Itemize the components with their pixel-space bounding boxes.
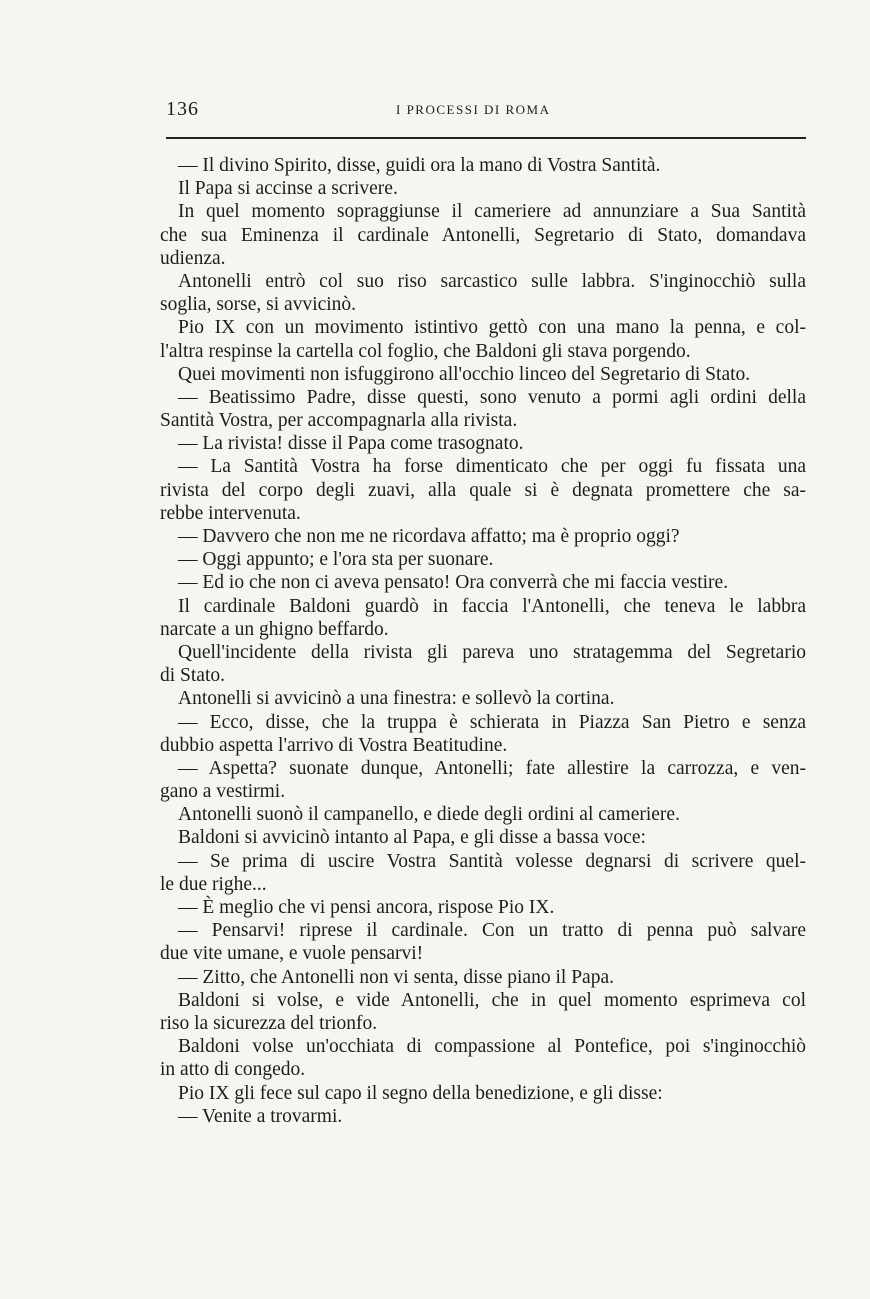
text-line: le due righe... [160, 873, 267, 895]
text-line: In quel momento sopraggiunse il cameriere ad annunziare a Sua Santità [178, 201, 806, 223]
text-line: — La rivista! disse il Papa come trasognato. [178, 433, 524, 455]
text-line: — Davvero che non me ne ricordava affatto; ma è proprio oggi? [178, 526, 680, 547]
text-line: — La Santità Vostra ha forse dimenticato che per oggi fu fissata una [178, 456, 806, 478]
text-line: che sua Eminenza il cardinale Antonelli, Segretario di Stato, domandava [160, 224, 806, 246]
text-line: — Oggi appunto; e l'ora sta per suonare. [178, 549, 494, 571]
text-line: gano a vestirmi. [160, 781, 286, 803]
running-title: I PROCESSI DI ROMA [396, 102, 551, 117]
text-line: dubbio aspetta l'arrivo di Vostra Beatitudine. [160, 734, 508, 756]
text-line: — È meglio che vi pensi ancora, rispose Pio IX. [178, 897, 555, 918]
text-line: Quell'incidente della rivista gli pareva uno stratagemma del Segretario [178, 641, 806, 663]
text-line: riso la sicurezza del trionfo. [160, 1012, 378, 1034]
text-line: Baldoni si avvicinò intanto al Papa, e gli disse a bassa voce: [178, 827, 646, 849]
text-line: rivista del corpo degli zuavi, alla quale si è degnata promettere che sa- [160, 479, 806, 501]
text-line: — Ecco, disse, che la truppa è schierata in Piazza San Pietro e senza [178, 711, 806, 733]
text-line: — Zitto, che Antonelli non vi senta, disse piano il Papa. [178, 966, 614, 988]
text-line: soglia, sorse, si avvicinò. [160, 294, 357, 316]
page-number: 136 [166, 98, 199, 120]
text-line: Pio IX con un movimento istintivo gettò con una mano la penna, e col- [178, 317, 806, 339]
text-line: — Se prima di uscire Vostra Santità volesse degnarsi di scrivere quel- [178, 850, 806, 872]
text-line: — Ed io che non ci aveva pensato! Ora converrà che mi faccia vestire. [178, 572, 729, 594]
text-line: Antonelli suonò il campanello, e diede degli ordini al cameriere. [178, 804, 680, 826]
text-line: l'altra respinse la cartella col foglio, che Baldoni gli stava porgendo. [160, 340, 691, 362]
text-line: — Aspetta? suonate dunque, Antonelli; fate allestire la carrozza, e ven- [178, 757, 806, 779]
text-line: Antonelli si avvicinò a una finestra: e sollevò la cortina. [178, 688, 615, 710]
text-line: Antonelli entrò col suo riso sarcastico sulle labbra. S'inginocchiò sulla [178, 270, 806, 292]
text-line: — Venite a trovarmi. [178, 1105, 343, 1127]
text-line: udienza. [160, 247, 226, 269]
header-rule [166, 137, 806, 139]
text-line: — Pensarvi! riprese il cardinale. Con un tratto di penna può salvare [178, 920, 806, 942]
text-line: Baldoni si volse, e vide Antonelli, che in quel momento esprimeva col [178, 989, 806, 1011]
text-line: — Beatissimo Padre, disse questi, sono venuto a pormi agli ordini della [178, 386, 806, 408]
text-line: due vite umane, e vuole pensarvi! [160, 943, 424, 965]
text-line: Il Papa si accinse a scrivere. [178, 178, 398, 200]
page-header [166, 98, 806, 128]
text-line: — Il divino Spirito, disse, guidi ora la mano di Vostra Santità. [178, 155, 661, 176]
text-line: Quei movimenti non isfuggirono all'occhio linceo del Segretario di Stato. [178, 363, 751, 385]
text-line: di Stato. [160, 665, 226, 687]
text-line: rebbe intervenuta. [160, 502, 301, 524]
text-line: narcate a un ghigno beffardo. [160, 618, 389, 640]
text-line: Il cardinale Baldoni guardò in faccia l'Antonelli, che teneva le labbra [178, 595, 806, 617]
text-line: Santità Vostra, per accompagnarla alla rivista. [160, 410, 518, 432]
text-line: in atto di congedo. [160, 1059, 306, 1081]
text-line: Pio IX gli fece sul capo il segno della benedizione, e gli disse: [178, 1082, 663, 1104]
text-line: Baldoni volse un'occhiata di compassione al Pontefice, poi s'inginocchiò [178, 1036, 806, 1058]
body-text [160, 154, 806, 1128]
